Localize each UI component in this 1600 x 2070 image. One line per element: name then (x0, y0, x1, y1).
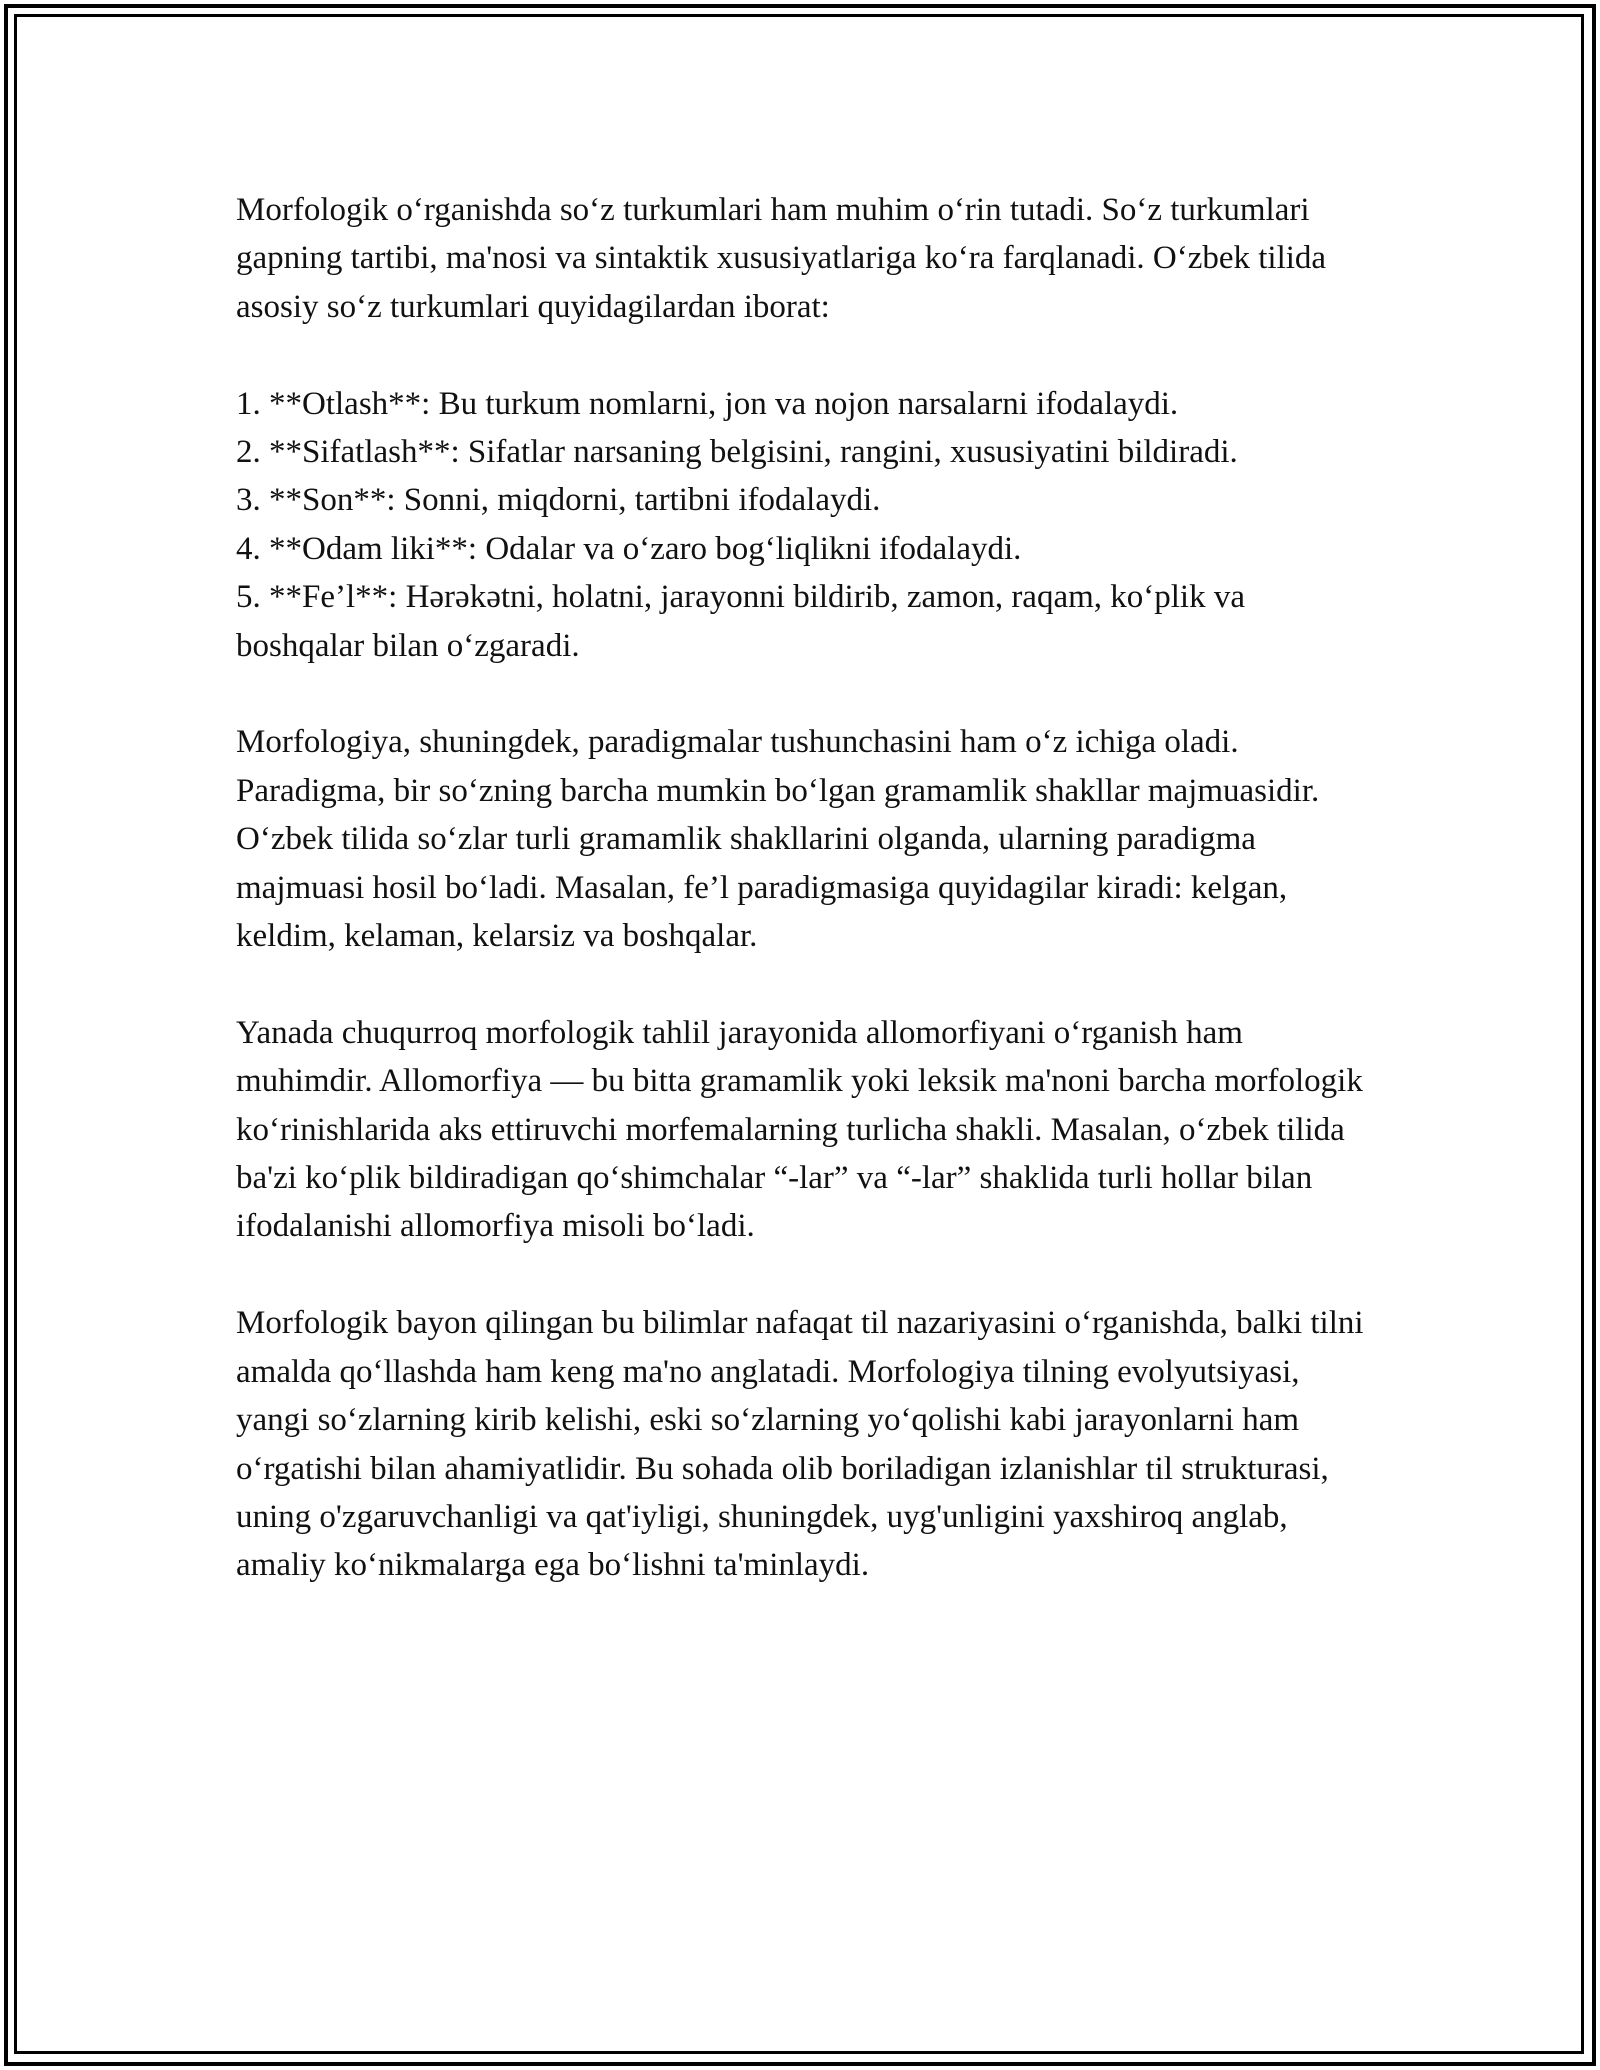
list-item: 1. **Otlash**: Bu turkum nomlarni, jon va nojon narsalarni ifodalaydi. (236, 385, 1179, 422)
paradigm-paragraph: Morfologiya, shuningdek, paradigmalar tushunchasini ham o‘z ichiga oladi. Paradigma, bir so‘zning barcha mumkin bo‘lgan gramamlik shakllar majmuasidir. O‘zbek tilida so‘zlar turli gramamlik shakllarini olganda, ularning paradigma majmuasi hosil bo‘ladi. Masalan, fe’l paradigmasiga quyidagilar kiradi: kelgan, keldim, kelaman, kelarsiz va boshqalar. (236, 724, 1320, 955)
list-item: 4. **Odam liki**: Odalar va o‘zaro bog‘liqlikni ifodalaydi. (236, 530, 1022, 567)
conclusion-paragraph: Morfologik bayon qilingan bu bilimlar nafaqat til nazariyasini o‘rganishda, balki tilni amalda qo‘llashda ham keng ma'no anglatadi. Morfologiya tilning evolyutsiyasi, yangi so‘zlarning kirib kelishi, eski so‘zlarning yo‘qolishi kabi jarayonlarni ham o‘rgatishi bilan ahamiyatlidir. Bu sohada olib boriladigan izlanishlar til strukturasi, uning o'zgaruvchanligi va qat'iyligi, shuningdek, uyg'unligini yaxshiroq anglab, amaliy ko‘nikmalarga ega bo‘lishni ta'minlaydi. (236, 1305, 1364, 1584)
allomorphy-paragraph: Yanada chuqurroq morfologik tahlil jarayonida allomorfiyani o‘rganish ham muhimdir. Allomorfiya — bu bitta gramamlik yoki leksik ma'noni barcha morfologik ko‘rinishlarida aks ettiruvchi morfemalarning turlicha shakli. Masalan, o‘zbek tilida ba'zi ko‘plik bildiradigan qo‘shimchalar “-lar” va “-lar” shaklida turli hollar bilan ifodalanishi allomorfiya misoli bo‘ladi. (236, 1014, 1363, 1245)
list-item: 3. **Son**: Sonni, miqdorni, tartibni ifodalaydi. (236, 482, 881, 519)
list-item: 5. **Fe’l**: Hərəkətni, holatni, jarayonni bildirib, zamon, raqam, ko‘plik va boshqalar bilan o‘zgaradi. (236, 579, 1245, 664)
intro-paragraph: Morfologik o‘rganishda so‘z turkumlari ham muhim o‘rin tutadi. So‘z turkumlari gapning tartibi, ma'nosi va sintaktik xususiyatlariga ko‘ra farqlanadi. O‘zbek tilida asosiy so‘z turkumlari quyidagilardan iborat: (236, 192, 1327, 325)
word-class-list (236, 380, 1366, 670)
list-item: 2. **Sifatlash**: Sifatlar narsaning belgisini, rangini, xususiyatini bildiradi. (236, 434, 1238, 471)
document-body (236, 186, 1366, 1638)
